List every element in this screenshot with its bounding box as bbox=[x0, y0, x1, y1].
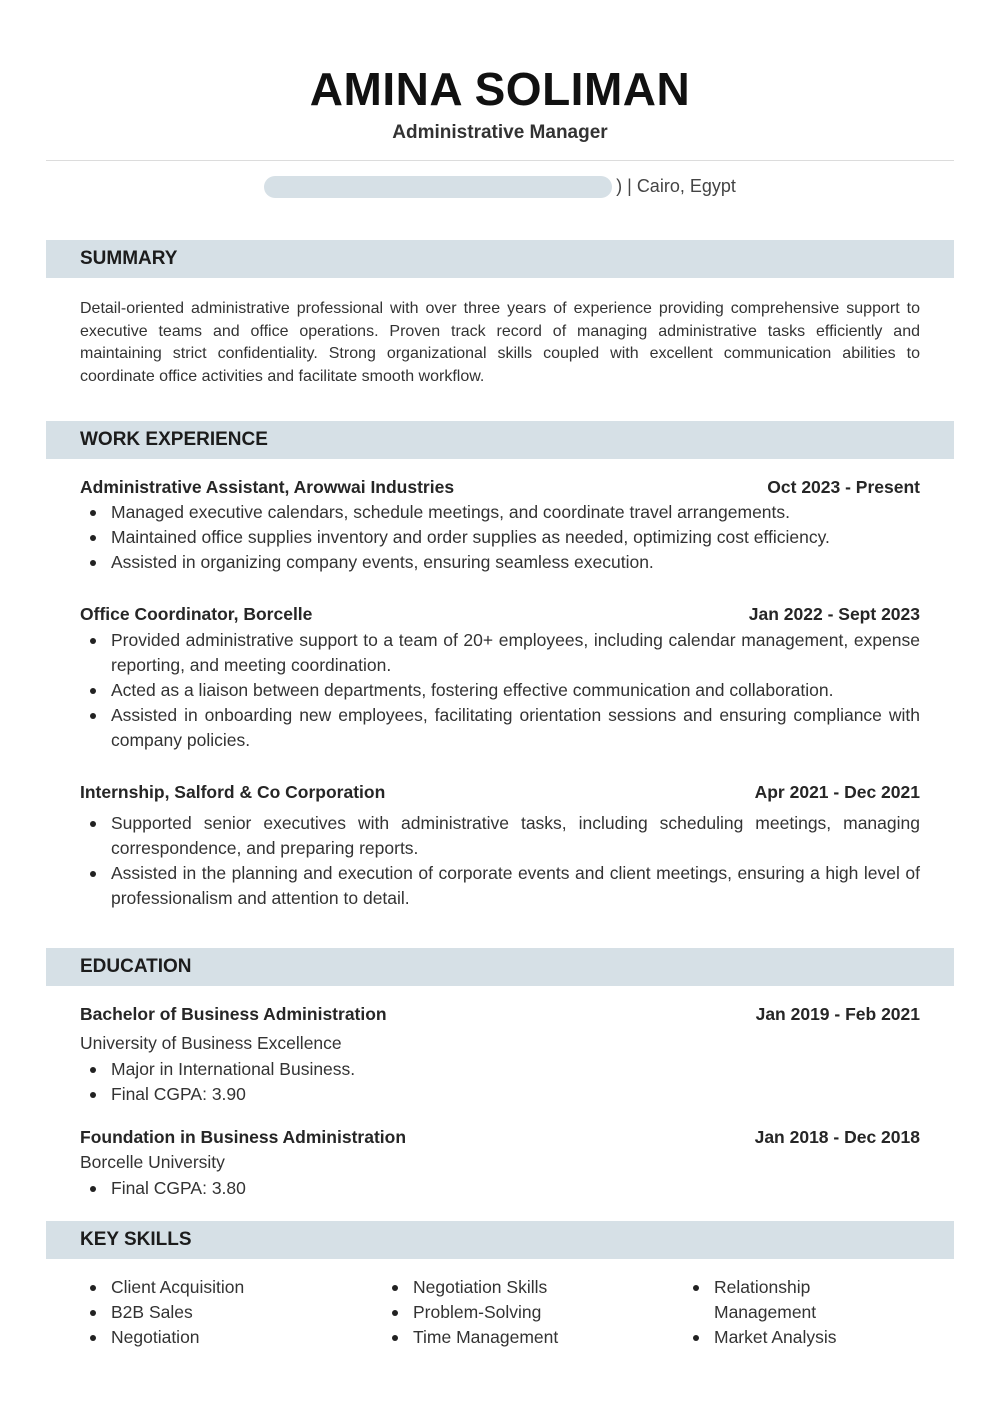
skill-item: Negotiation Skills bbox=[382, 1275, 612, 1300]
section-header-summary: SUMMARY bbox=[46, 240, 954, 278]
section-header-education: EDUCATION bbox=[46, 948, 954, 986]
list-item: Supported senior executives with administrative tasks, including scheduling meetings, managing correspondence, and preparing reports. bbox=[80, 811, 920, 861]
list-item: Managed executive calendars, schedule meetings, and coordinate travel arrangements. bbox=[80, 500, 920, 525]
degree-name: Foundation in Business Administration bbox=[80, 1127, 407, 1147]
job-dates: Oct 2023 - Present bbox=[767, 477, 920, 497]
summary-text: Detail-oriented administrative professional with over three years of experience providing comprehensive support to executive teams and office operations. Proven track record of managing administrative tasks efficiently and maintaining strict confidentiality. Strong organizational skills coupled with excellent communication abilities to coordinate office activities and facilitate smooth workflow. bbox=[80, 300, 920, 385]
list-item: Final CGPA: 3.90 bbox=[80, 1082, 920, 1107]
job-bullets bbox=[80, 811, 920, 911]
job-entry-header bbox=[80, 604, 920, 625]
list-item: Provided administrative support to a team of 20+ employees, including calendar management, expense reporting, and meeting coordination. bbox=[80, 628, 920, 678]
job-bullets bbox=[80, 628, 920, 753]
degree-name: Bachelor of Business Administration bbox=[80, 1004, 387, 1024]
list-item: Maintained office supplies inventory and order supplies as needed, optimizing cost efficiency. bbox=[80, 525, 920, 550]
skill-item: Problem-Solving bbox=[382, 1300, 612, 1325]
education-dates: Jan 2019 - Feb 2021 bbox=[755, 1004, 920, 1024]
redacted-contact-block bbox=[264, 176, 612, 198]
skills-column bbox=[80, 1275, 310, 1350]
job-entry-header bbox=[80, 782, 920, 803]
section-header-work-experience: WORK EXPERIENCE bbox=[46, 421, 954, 459]
job-role: Office Coordinator, Borcelle bbox=[80, 604, 313, 624]
job-role: Administrative Assistant, Arowwai Industries bbox=[80, 477, 455, 497]
education-entry-header bbox=[80, 1127, 920, 1148]
education-dates: Jan 2018 - Dec 2018 bbox=[754, 1127, 920, 1147]
header-divider bbox=[46, 160, 954, 161]
list-item: Assisted in onboarding new employees, facilitating orientation sessions and ensuring compliance with company policies. bbox=[80, 703, 920, 753]
list-item: Major in International Business. bbox=[80, 1057, 920, 1082]
job-title: Administrative Manager bbox=[392, 122, 608, 143]
education-entry-header bbox=[80, 1004, 920, 1025]
job-dates: Jan 2022 - Sept 2023 bbox=[748, 604, 920, 624]
skill-item: B2B Sales bbox=[80, 1300, 310, 1325]
list-item: Final CGPA: 3.80 bbox=[80, 1176, 920, 1201]
list-item: Assisted in organizing company events, ensuring seamless execution. bbox=[80, 550, 920, 575]
skill-item: Time Management bbox=[382, 1325, 612, 1350]
skills-column bbox=[382, 1275, 612, 1350]
job-bullets bbox=[80, 500, 920, 575]
education-bullets bbox=[80, 1057, 920, 1107]
education-bullets bbox=[80, 1176, 920, 1201]
skill-item: Market Analysis bbox=[683, 1325, 853, 1350]
skill-item: Relationship Management bbox=[683, 1275, 853, 1325]
skills-column bbox=[683, 1275, 853, 1350]
list-item: Acted as a liaison between departments, fostering effective communication and collaboration. bbox=[80, 678, 920, 703]
section-header-key-skills: KEY SKILLS bbox=[46, 1221, 954, 1259]
job-role: Internship, Salford & Co Corporation bbox=[80, 782, 386, 802]
contact-location: ) | Cairo, Egypt bbox=[616, 176, 736, 196]
school-name: University of Business Excellence bbox=[80, 1033, 342, 1053]
job-dates: Apr 2021 - Dec 2021 bbox=[754, 782, 920, 802]
skill-item: Negotiation bbox=[80, 1325, 310, 1350]
skill-item: Client Acquisition bbox=[80, 1275, 310, 1300]
school-name: Borcelle University bbox=[80, 1152, 225, 1172]
candidate-name: AMINA SOLIMAN bbox=[309, 63, 691, 115]
contact-line bbox=[0, 176, 1000, 198]
list-item: Assisted in the planning and execution of corporate events and client meetings, ensuring a high level of professionalism and attention to detail. bbox=[80, 861, 920, 911]
job-entry-header bbox=[80, 477, 920, 498]
